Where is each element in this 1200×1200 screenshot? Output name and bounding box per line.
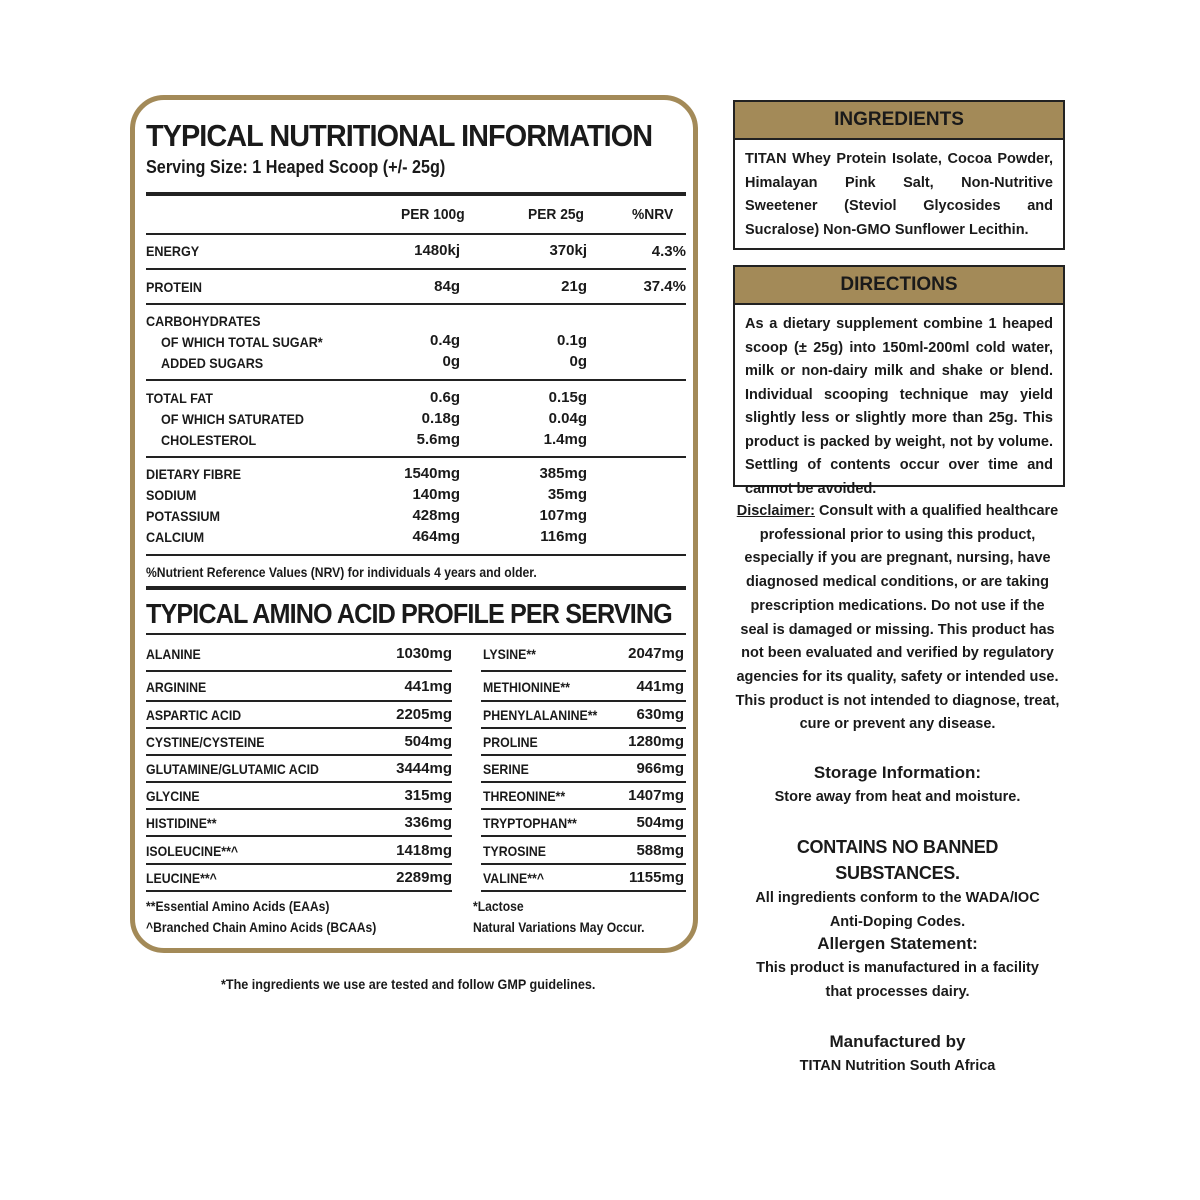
- amino-divider: [146, 863, 452, 865]
- amino-name: SERINE: [483, 761, 529, 777]
- amino-divider: [481, 890, 686, 892]
- directions-text: As a dietary supplement combine 1 heaped scoop (± 25g) into 150ml-200ml cold water, milk or non-dairy milk and shake or blend. Individual scooping technique may yield slightly less or slightly more than 25g. This product is packed by weight, not by volume. Settling of contents occur over time and cannot be avoided.: [745, 316, 1053, 497]
- row-per100: 464mg: [412, 528, 460, 545]
- amino-name: HISTIDINE**: [146, 815, 217, 831]
- row-per25: 21g: [561, 278, 587, 295]
- disclaimer-label: Disclaimer:: [736, 503, 815, 519]
- amino-value: 1030mg: [396, 645, 452, 662]
- row-label: CARBOHYDRATES: [146, 313, 261, 329]
- row-per25: 385mg: [539, 465, 587, 482]
- divider: [146, 633, 686, 635]
- amino-value: 588mg: [636, 842, 684, 859]
- amino-title: TYPICAL AMINO ACID PROFILE PER SERVING: [146, 598, 672, 629]
- amino-value: 1407mg: [628, 787, 684, 804]
- row-label: ENERGY: [146, 243, 200, 259]
- amino-name: TRYPTOPHAN**: [483, 815, 577, 831]
- amino-name: ASPARTIC ACID: [146, 707, 242, 723]
- amino-divider: [146, 727, 452, 729]
- allergen-line2: that processes dairy.: [825, 984, 970, 1000]
- amino-name: LYSINE**: [483, 646, 536, 662]
- amino-divider: [481, 670, 686, 672]
- amino-divider: [146, 808, 452, 810]
- ingredients-heading: INGREDIENTS: [735, 102, 1063, 140]
- row-label: TOTAL FAT: [146, 390, 213, 406]
- allergen-heading: Allergen Statement:: [817, 934, 978, 953]
- row-per100: 1540mg: [404, 465, 460, 482]
- amino-divider: [481, 700, 686, 702]
- amino-name: TYROSINE: [483, 843, 546, 859]
- divider: [146, 554, 686, 556]
- amino-value: 504mg: [404, 733, 452, 750]
- storage-text: Store away from heat and moisture.: [774, 789, 1021, 805]
- amino-value: 2289mg: [396, 869, 452, 886]
- banned-line1: All ingredients conform to the WADA/IOC: [755, 890, 1040, 906]
- row-label: CALCIUM: [146, 529, 205, 545]
- row-per100: 84g: [434, 278, 460, 295]
- amino-divider: [146, 890, 452, 892]
- row-per100: 0g: [442, 353, 460, 370]
- row-per25: 0.04g: [548, 410, 587, 427]
- amino-divider: [146, 754, 452, 756]
- row-per100: 140mg: [412, 486, 460, 503]
- row-label: ADDED SUGARS: [161, 355, 264, 371]
- lactose-note: *Lactose: [473, 899, 524, 914]
- amino-name: GLUTAMINE/GLUTAMIC ACID: [146, 761, 319, 777]
- row-label: OF WHICH TOTAL SUGAR*: [161, 334, 323, 350]
- amino-divider: [481, 835, 686, 837]
- disclaimer: [735, 500, 1060, 737]
- amino-value: 1280mg: [628, 733, 684, 750]
- amino-value: 966mg: [636, 760, 684, 777]
- amino-divider: [481, 754, 686, 756]
- row-per100: 1480kj: [414, 242, 460, 259]
- row-label: OF WHICH SATURATED: [161, 411, 305, 427]
- amino-value: 1155mg: [628, 869, 684, 886]
- amino-value: 3444mg: [396, 760, 452, 777]
- amino-name: PROLINE: [483, 734, 538, 750]
- banned-heading: CONTAINS NO BANNED SUBSTANCES.: [796, 837, 999, 883]
- bcaa-note: ^Branched Chain Amino Acids (BCAAs): [146, 920, 377, 935]
- row-per25: 370kj: [549, 242, 587, 259]
- amino-name: ARGININE: [146, 679, 207, 695]
- amino-divider: [481, 727, 686, 729]
- divider: [146, 303, 686, 305]
- amino-value: 315mg: [404, 787, 452, 804]
- divider: [146, 379, 686, 381]
- amino-name: GLYCINE: [146, 788, 200, 804]
- divider: [146, 268, 686, 270]
- allergen-section: [735, 932, 1060, 1004]
- row-label: POTASSIUM: [146, 508, 220, 524]
- amino-divider: [481, 808, 686, 810]
- eaa-note: **Essential Amino Acids (EAAs): [146, 899, 330, 914]
- serving-size: Serving Size: 1 Heaped Scoop (+/- 25g): [146, 157, 446, 177]
- gmp-note: *The ingredients we use are tested and follow GMP guidelines.: [221, 976, 596, 992]
- manufacturer-heading: Manufactured by: [829, 1032, 966, 1051]
- variations-note: Natural Variations May Occur.: [473, 920, 645, 935]
- row-label: CHOLESTEROL: [161, 432, 257, 448]
- manufacturer-text: TITAN Nutrition South Africa: [799, 1058, 996, 1074]
- ingredients-box: [733, 100, 1065, 250]
- amino-name: THREONINE**: [483, 788, 566, 804]
- row-label: SODIUM: [146, 487, 197, 503]
- row-per25: 0.15g: [548, 389, 587, 406]
- divider-thick: [146, 192, 686, 196]
- amino-name: CYSTINE/CYSTEINE: [146, 734, 265, 750]
- amino-value: 504mg: [636, 814, 684, 831]
- storage-heading: Storage Information:: [813, 763, 982, 782]
- header-per25: PER 25g: [528, 206, 584, 223]
- row-per25: 0g: [569, 353, 587, 370]
- row-per25: 0.1g: [556, 332, 587, 349]
- amino-divider: [146, 835, 452, 837]
- divider: [146, 456, 686, 458]
- amino-value: 336mg: [404, 814, 452, 831]
- row-nrv: 37.4%: [643, 278, 686, 295]
- row-per100: 0.6g: [429, 389, 460, 406]
- row-per25: 116mg: [540, 528, 587, 545]
- divider-thick: [146, 586, 686, 590]
- header-nrv: %NRV: [632, 206, 674, 223]
- amino-name: PHENYLALANINE**: [483, 707, 598, 723]
- amino-name: METHIONINE**: [483, 679, 570, 695]
- nrv-note: %Nutrient Reference Values (NRV) for individuals 4 years and older.: [146, 565, 537, 580]
- nutrition-title: TYPICAL NUTRITIONAL INFORMATION: [146, 118, 653, 153]
- row-per100: 5.6mg: [416, 431, 460, 448]
- amino-divider: [146, 781, 452, 783]
- banned-section: [735, 834, 1060, 934]
- row-per25: 1.4mg: [543, 431, 587, 448]
- banned-line2: Anti-Doping Codes.: [829, 914, 966, 930]
- amino-name: ALANINE: [146, 646, 201, 662]
- amino-divider: [481, 863, 686, 865]
- amino-value: 441mg: [404, 678, 452, 695]
- directions-box: [733, 265, 1065, 497]
- amino-divider: [481, 781, 686, 783]
- divider: [146, 233, 686, 235]
- amino-divider: [146, 700, 452, 702]
- disclaimer-text: Consult with a qualified healthcare professional prior to using this product, especially if you are pregnant, nursing, have diagnosed medical conditions, or are taking prescription medications. Do not use if the seal is damaged or missing. This product has not been evaluated and verified by regulatory agencies for its quality, safety or intended use. This product is not intended to diagnose, treat, cure or prevent any disease.: [735, 503, 1060, 733]
- storage-section: [735, 761, 1060, 809]
- amino-name: LEUCINE**^: [146, 870, 217, 886]
- amino-name: VALINE**^: [483, 870, 545, 886]
- row-per100: 0.4g: [429, 332, 460, 349]
- row-label: PROTEIN: [146, 279, 203, 295]
- ingredients-text: TITAN Whey Protein Isolate, Cocoa Powder, Himalayan Pink Salt, Non-Nutritive Sweetener (Steviol Glycosides and Sucralose) Non-GMO Sunflower Lecithin.: [745, 151, 1053, 238]
- amino-value: 1418mg: [396, 842, 452, 859]
- amino-divider: [146, 670, 452, 672]
- row-per100: 0.18g: [421, 410, 460, 427]
- row-per100: 428mg: [412, 507, 460, 524]
- amino-value: 441mg: [636, 678, 684, 695]
- manufacturer-section: [735, 1030, 1060, 1078]
- amino-value: 630mg: [636, 706, 684, 723]
- amino-value: 2205mg: [396, 706, 452, 723]
- row-nrv: 4.3%: [651, 243, 686, 260]
- allergen-line1: This product is manufactured in a facility: [756, 960, 1039, 976]
- row-per25: 35mg: [547, 486, 587, 503]
- amino-name: ISOLEUCINE**^: [146, 843, 239, 859]
- row-label: DIETARY FIBRE: [146, 466, 241, 482]
- directions-heading: DIRECTIONS: [735, 267, 1063, 305]
- row-per25: 107mg: [539, 507, 587, 524]
- amino-value: 2047mg: [628, 645, 684, 662]
- header-per100: PER 100g: [401, 206, 465, 223]
